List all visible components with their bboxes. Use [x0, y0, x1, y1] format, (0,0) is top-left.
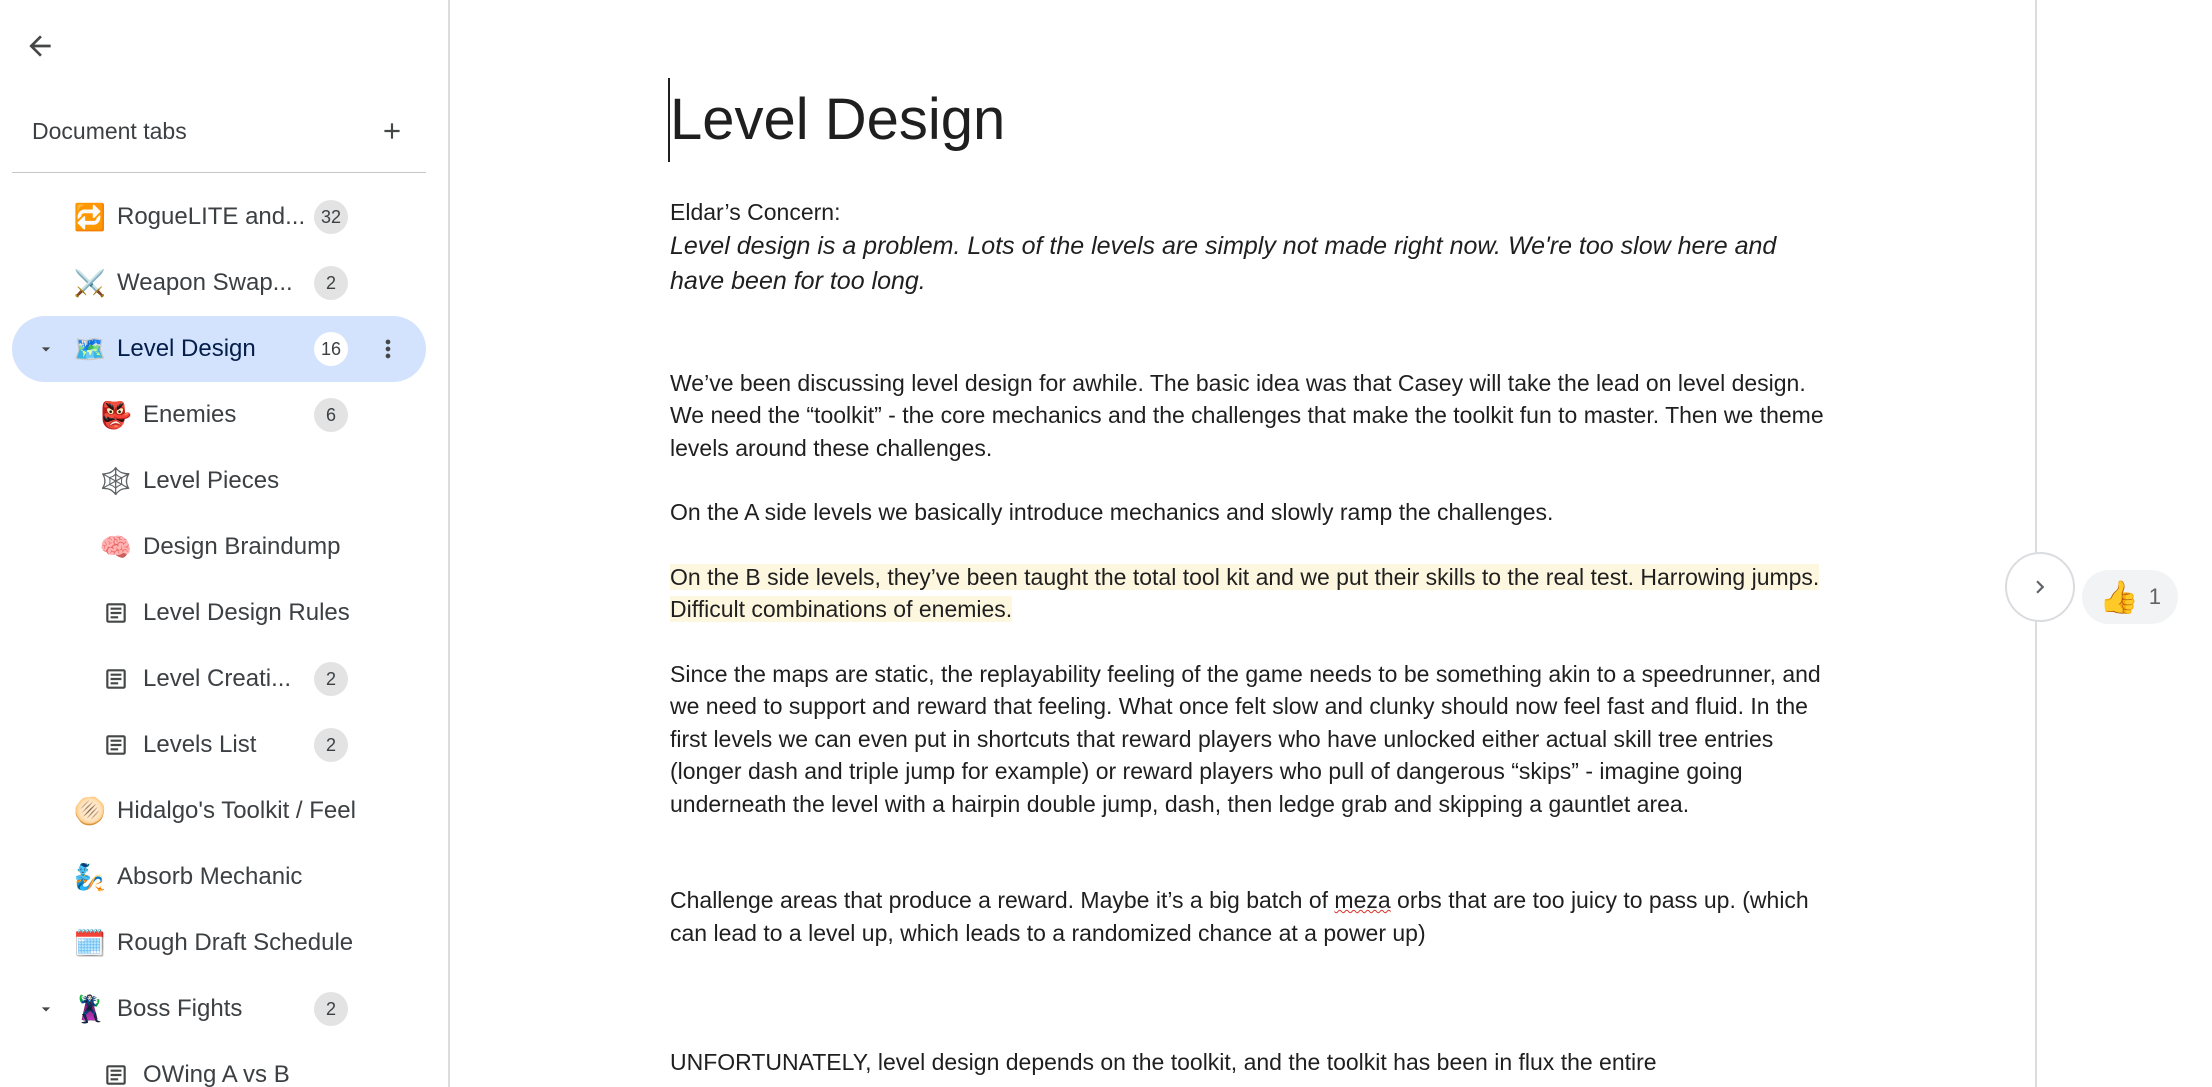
- sidebar-tab-label: Design Braindump: [143, 533, 341, 560]
- text-span: Challenge areas that produce a reward. Maybe it’s a big batch of: [670, 887, 1335, 913]
- page-edge: [2035, 0, 2037, 1087]
- sidebar-tab-item[interactable]: [12, 778, 426, 844]
- sidebar-header: [32, 104, 412, 158]
- back-button[interactable]: [16, 22, 64, 70]
- comment-count-badge: 2: [314, 662, 348, 696]
- sidebar-tab-item[interactable]: [12, 580, 426, 646]
- reaction-count: 1: [2148, 584, 2162, 609]
- sidebar-tab-label: Level Design Rules: [143, 599, 350, 626]
- sidebar-tab-item[interactable]: [12, 976, 426, 1042]
- paragraph-challenge-areas: [670, 884, 1830, 949]
- expand-comments-button[interactable]: [2005, 552, 2075, 622]
- more-options-icon[interactable]: [368, 329, 408, 369]
- flatbread-icon: 🫓: [73, 796, 107, 826]
- thumbs-up-icon: 👍: [2098, 579, 2139, 615]
- caret-down-icon[interactable]: [36, 999, 56, 1019]
- supervillain-icon: 🦹: [73, 994, 107, 1024]
- comment-count-badge: 2: [314, 728, 348, 762]
- text-span: orbs that are too juicy to pass up. (which can lead to a level up, which leads to a randomized chance at a power up): [670, 887, 1809, 946]
- comment-count-badge: 32: [314, 200, 348, 234]
- caret-down-icon[interactable]: [36, 339, 56, 359]
- sidebar-tab-label: Rough Draft Schedule: [117, 929, 354, 956]
- sidebar-tab-item[interactable]: [12, 184, 426, 250]
- chevron-right-icon: [2027, 574, 2053, 600]
- paragraph-replayability: Since the maps are static, the replayability feeling of the game needs to be something akin to a speedrunner, and we need to support and reward that feeling. What once felt slow and clunky should now feel fast and fluid. In the first levels we can even put in shortcuts that reward players who have unlocked either actual skill tree entries (longer dash and triple jump for example) or reward players who pull of dangerous “skips” - imagine going underneath the level with a hairpin double jump, dash, then ledge grab and skipping a gauntlet area.: [670, 660, 1821, 817]
- arrow-back-icon: [24, 30, 56, 62]
- add-tab-button[interactable]: [372, 111, 412, 151]
- commented-text-highlight[interactable]: On the B side levels, they’ve been taught the total tool kit and we put their skills to the real test. Harrowing jumps. Difficult combinations of enemies.: [670, 563, 1820, 622]
- comment-count-badge: 16: [314, 332, 348, 366]
- paragraph-unfortunately: UNFORTUNATELY, level design depends on the toolkit, and the toolkit has been in flux the entire: [670, 1049, 1657, 1075]
- sidebar-tab-label: Level Creati...: [143, 665, 292, 692]
- sidebar-tab-item[interactable]: [12, 514, 426, 580]
- genie-icon: 🧞: [73, 862, 107, 892]
- document-icon: [100, 663, 132, 695]
- paragraph-toolkit: We’ve been discussing level design for awhile. The basic idea was that Casey will take the lead on level design. We need the “toolkit” - the core mechanics and the challenges that make the toolkit fun to master. Then we theme levels around these challenges.: [670, 369, 1824, 461]
- document-body[interactable]: [670, 78, 1830, 1079]
- sidebar-divider: [12, 172, 426, 173]
- document-tabs-sidebar: [0, 0, 450, 1087]
- paragraph-a-side: On the A side levels we basically introduce mechanics and slowly ramp the challenges.: [670, 499, 1554, 525]
- sidebar-tab-item[interactable]: [12, 844, 426, 910]
- comment-count-badge: 2: [314, 266, 348, 300]
- tab-list: [12, 184, 426, 1087]
- comment-count-badge: 6: [314, 398, 348, 432]
- calendar-icon: 🗓️: [73, 928, 107, 958]
- sidebar-tab-label: Hidalgo's Toolkit / Feel: [117, 797, 356, 824]
- crossed-swords-icon: ⚔️: [73, 268, 107, 298]
- concern-label: Eldar’s Concern:: [670, 199, 841, 225]
- document-title[interactable]: Level Design: [668, 78, 1830, 162]
- concern-quote: Level design is a problem. Lots of the levels are simply not made right now. We're too slow here and have been for too long.: [670, 231, 1777, 295]
- sidebar-tab-item[interactable]: [12, 1042, 426, 1087]
- emoji-reaction-chip[interactable]: [2082, 570, 2178, 624]
- sidebar-tab-label: OWing A vs B: [143, 1061, 290, 1087]
- sidebar-tab-label: Level Design: [117, 335, 256, 362]
- spider-web-icon: 🕸️: [99, 466, 133, 496]
- misspelled-word[interactable]: meza: [1334, 887, 1391, 913]
- brain-icon: 🧠: [99, 532, 133, 562]
- map-icon: 🗺️: [73, 334, 107, 364]
- sidebar-tab-label: RogueLITE and...: [117, 203, 306, 230]
- repeat-icon: 🔁: [73, 202, 107, 232]
- document-icon: [100, 1059, 132, 1087]
- sidebar-tab-label: Levels List: [143, 731, 257, 758]
- sidebar-tab-label: Enemies: [143, 401, 237, 428]
- plus-icon: [379, 118, 405, 144]
- sidebar-tab-item[interactable]: [12, 382, 426, 448]
- sidebar-tab-item[interactable]: [12, 712, 426, 778]
- sidebar-tab-item[interactable]: [12, 448, 426, 514]
- sidebar-tab-item[interactable]: [12, 910, 426, 976]
- paragraph-b-side: [670, 561, 1830, 626]
- document-icon: [100, 597, 132, 629]
- sidebar-tab-item[interactable]: [12, 250, 426, 316]
- sidebar-tab-item[interactable]: [12, 646, 426, 712]
- sidebar-tab-label: Level Pieces: [143, 467, 280, 494]
- sidebar-header-title: Document tabs: [32, 117, 187, 144]
- sidebar-tab-label: Boss Fights: [117, 995, 243, 1022]
- goblin-icon: 👺: [99, 400, 133, 430]
- sidebar-tab-label: Absorb Mechanic: [117, 863, 303, 890]
- document-icon: [100, 729, 132, 761]
- sidebar-tab-item[interactable]: [12, 316, 426, 382]
- sidebar-tab-label: Weapon Swap...: [117, 269, 293, 296]
- comment-count-badge: 2: [314, 992, 348, 1026]
